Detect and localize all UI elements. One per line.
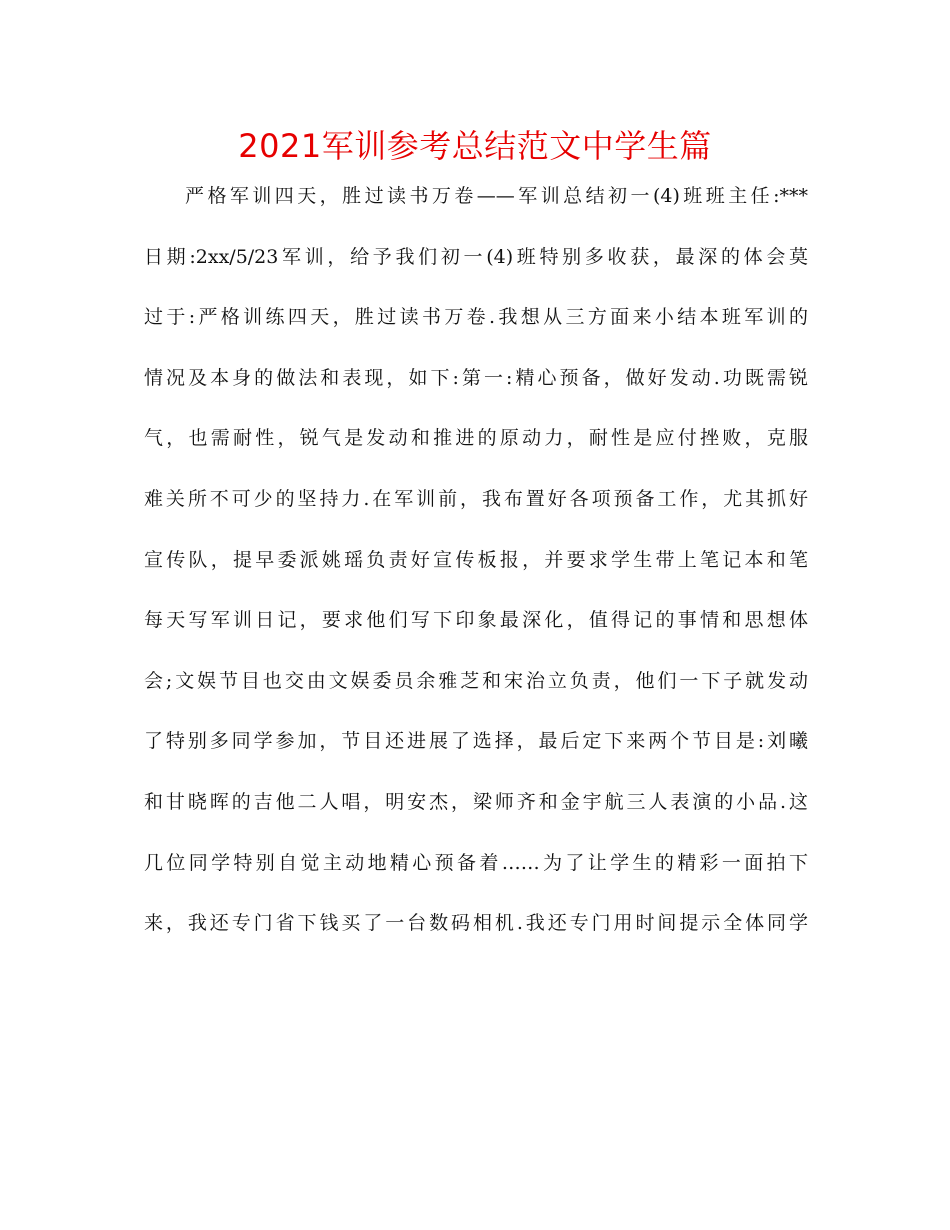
- paragraph-line: 每天写军训日记，要求他们写下印象最深化，值得记的事情和思想体: [144, 609, 808, 632]
- paragraph-line: 日期:2xx/5/23军训，给予我们初一(4)班特别多收获，最深的体会莫: [144, 245, 808, 268]
- paragraph-line: 宣传队，提早委派姚瑶负责好宣传板报，并要求学生带上笔记本和笔: [144, 548, 808, 571]
- paragraph-line: 来，我还专门省下钱买了一台数码相机.我还专门用时间提示全体同学: [144, 912, 808, 935]
- paragraph-line: 难关所不可少的坚持力.在军训前，我布置好各项预备工作，尤其抓好: [144, 487, 808, 510]
- document-body: [144, 174, 808, 962]
- paragraph-line: 会;文娱节目也交由文娱委员余雅芝和宋治立负责，他们一下子就发动: [144, 669, 808, 692]
- paragraph-line: 情况及本身的做法和表现，如下:第一:精心预备，做好发动.功既需锐: [144, 366, 808, 389]
- paragraph-line: 严格军训四天，胜过读书万卷——军训总结初一(4)班班主任:***: [185, 185, 808, 207]
- paragraph-line: 过于:严格训练四天，胜过读书万卷.我想从三方面来小结本班军训的: [144, 306, 808, 329]
- paragraph-line: 几位同学特别自觉主动地精心预备着……为了让学生的精彩一面拍下: [144, 851, 808, 874]
- paragraph-line: 气，也需耐性，锐气是发动和推进的原动力，耐性是应付挫败，克服: [144, 427, 808, 450]
- paragraph-line: 和甘晓晖的吉他二人唱，明安杰，梁师齐和金宇航三人表演的小品.这: [144, 790, 808, 813]
- paragraph-line: 了特别多同学参加，节目还进展了选择，最后定下来两个节目是:刘曦: [144, 730, 808, 753]
- document-title: 2021军训参考总结范文中学生篇: [238, 127, 712, 165]
